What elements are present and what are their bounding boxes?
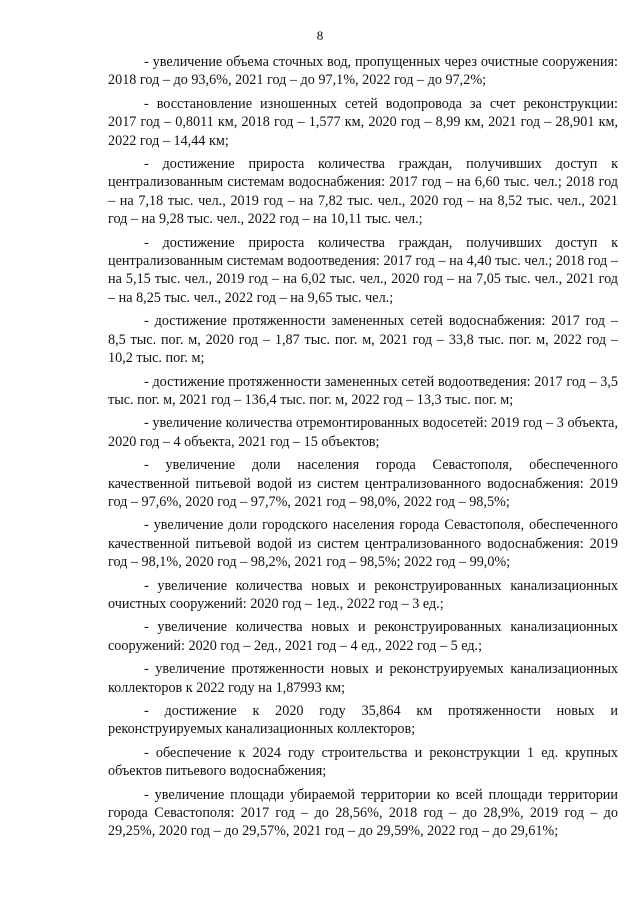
list-item: - достижение протяженности замененных сетей водоснабжения: 2017 год – 8,5 тыс. пог. м, 2020 год – 1,87 тыс. пог. м, 2021 год – 33,8 тыс. пог. м, 2022 год – 10,2 тыс. пог. м;: [108, 313, 618, 367]
list-item: - восстановление изношенных сетей водопровода за счет реконструкции: 2017 год – 0,8011 км, 2018 год – 1,577 км, 2020 год – 8,99 км, 2021 год – 28,901 км, 2022 год – 14,44 км;: [108, 95, 618, 149]
page-number: 8: [316, 28, 324, 43]
list-item: - увеличение доли населения города Севастополя, обеспеченного качественной питьевой водой из систем централизованного водоснабжения: 2019 год – 97,6%, 2020 год – 97,7%, 2021 год – 98,0%, 2022 год – 98,5%;: [108, 457, 618, 510]
list-item: - достижение прироста количества граждан, получивших доступ к централизованным системам водоотведения: 2017 год – на 4,40 тыс. чел.; 2018 год – на 5,15 тыс. чел., 2019 год – на 6,02 тыс. чел., 2020 год – на 7,05 тыс. чел., 2021 год – на 8,25 тыс. чел., 2022 год – на 9,65 тыс. чел.;: [108, 234, 618, 306]
list-item: - увеличение количества новых и реконструированных канализационных сооружений: 2020 год – 2ед., 2021 год – 4 ед., 2022 год – 5 ед.;: [108, 619, 618, 654]
list-item: - достижение протяженности замененных сетей водоотведения: 2017 год – 3,5 тыс. пог. м, 2021 год – 136,4 тыс. пог. м, 2022 год – 13,3 тыс. пог. м;: [108, 373, 618, 408]
list-item: - увеличение протяженности новых и реконструируемых канализационных коллекторов к 2022 году на 1,87993 км;: [108, 661, 618, 696]
list-item: - увеличение площади убираемой территории ко всей площади территории города Севастополя: 2017 год – до 28,56%, 2018 год – до 28,9%, 2019 год – до 29,25%, 2020 год – до 29,57%, 2021 год – до 29,59%, 2022 год – до 29,61%;: [108, 786, 618, 840]
document-body: [108, 53, 618, 846]
list-item: - достижение к 2020 году 35,864 км протяженности новых и реконструируемых канализационных коллекторов;: [108, 703, 618, 738]
list-item: - увеличение количества отремонтированных водосетей: 2019 год – 3 объекта, 2020 год – 4 объекта, 2021 год – 15 объектов;: [108, 415, 618, 450]
list-item: - достижение прироста количества граждан, получивших доступ к централизованным системам водоснабжения: 2017 год – на 6,60 тыс. чел.; 2018 год – на 7,18 тыс. чел., 2019 год – на 7,82 тыс. чел., 2020 год – на 8,52 тыс. чел., 2021 год – на 9,28 тыс. чел., 2022 год – на 10,11 тыс. чел.;: [108, 156, 618, 228]
list-item: - увеличение количества новых и реконструированных канализационных очистных сооружений: 2020 год – 1ед., 2022 год – 3 ед.;: [108, 577, 618, 612]
list-item: - увеличение доли городского населения города Севастополя, обеспеченного качественной питьевой водой из систем централизованного водоснабжения: 2019 год – 98,1%, 2020 год – 98,2%, 2021 год – 98,5%; 2022 год – 99,0%;: [108, 517, 618, 571]
list-item: - увеличение объема сточных вод, пропущенных через очистные сооружения: 2018 год – до 93,6%, 2021 год – до 97,1%, 2022 год – до 97,2%;: [108, 54, 618, 89]
list-item: - обеспечение к 2024 году строительства и реконструкции 1 ед. крупных объектов питьевого водоснабжения;: [108, 744, 618, 780]
